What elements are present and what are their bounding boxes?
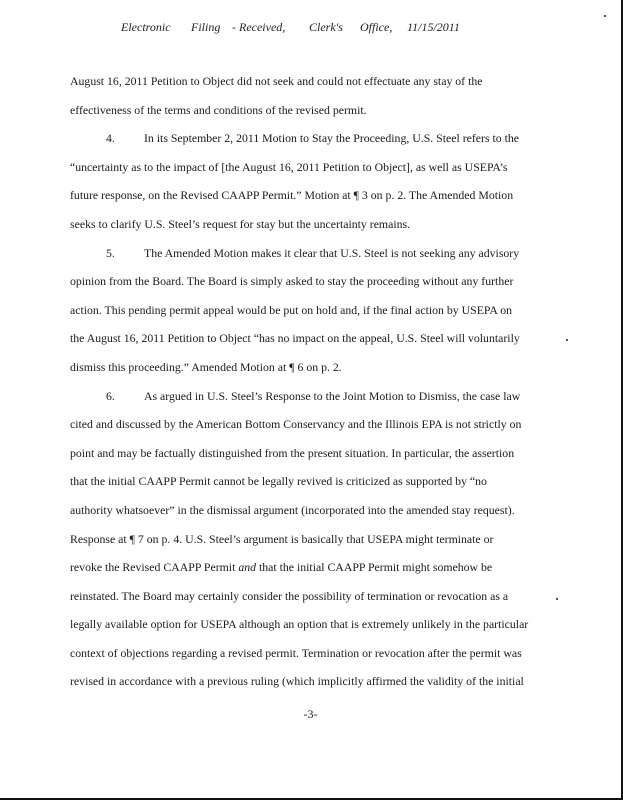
scan-speck — [604, 15, 606, 17]
paragraph-number: 5. — [106, 245, 115, 260]
page-number: -3- — [303, 707, 318, 721]
text-line: “uncertainty as to the impact of [the August 16, 2011 Petition to Object], as well as USEPA’s — [70, 159, 508, 174]
text-line: context of objections regarding a revised permit. Termination or revocation after the permit was — [70, 645, 522, 660]
text-line-with-emphasis — [70, 553, 540, 582]
paragraph-6-first-line — [70, 382, 540, 411]
header-office: Office, — [360, 20, 393, 34]
text-segment: revoke the Revised CAAPP Permit — [70, 560, 236, 575]
text-line: authority whatsoever” in the dismissal argument (incorporated into the amended stay request). — [70, 502, 515, 517]
scan-speck — [556, 598, 558, 600]
paragraph-number: 6. — [106, 388, 115, 403]
text-line: future response, on the Revised CAAPP Permit.” Motion at ¶ 3 on p. 2. The Amended Motion — [70, 188, 514, 203]
text-line: cited and discussed by the American Bottom Conservancy and the Illinois EPA is not strictly on — [70, 417, 522, 432]
text-line: reinstated. The Board may certainly consider the possibility of termination or revocation as a — [70, 588, 509, 603]
text-line: The Amended Motion makes it clear that U.S. Steel is not seeking any advisory — [144, 245, 520, 260]
text-segment: that the initial CAAPP Permit might somehow be — [258, 560, 493, 575]
body-text — [70, 67, 540, 696]
header-date: 11/15/2011 — [407, 20, 460, 34]
text-line: point and may be factually distinguished from the present situation. In particular, the assertion — [70, 445, 515, 460]
filing-stamp-header — [0, 20, 621, 40]
text-line: opinion from the Board. The Board is simply asked to stay the proceeding without any further — [70, 274, 514, 289]
text-line: the August 16, 2011 Petition to Object “has no impact on the appeal, U.S. Steel will voluntarily — [70, 331, 520, 346]
text-line: As argued in U.S. Steel’s Response to the Joint Motion to Dismiss, the case law — [144, 388, 521, 403]
scan-speck — [566, 339, 568, 341]
text-line: that the initial CAAPP Permit cannot be legally revived is criticized as supported by “no — [70, 474, 487, 489]
text-line: Response at ¶ 7 on p. 4. U.S. Steel’s argument is basically that USEPA might terminate or — [70, 531, 494, 546]
text-line: seeks to clarify U.S. Steel’s request for stay but the uncertainty remains. — [70, 216, 411, 231]
header-clerks: Clerk's — [309, 20, 343, 34]
header-filing: Filing — [191, 20, 221, 34]
text-line: August 16, 2011 Petition to Object did not seek and could not effectuate any stay of the — [70, 74, 483, 88]
header-electronic: Electronic — [121, 20, 171, 34]
text-line: action. This pending permit appeal would be put on hold and, if the final action by USEPA on — [70, 302, 512, 317]
text-line: revised in accordance with a previous ruling (which implicitly affirmed the validity of the initial — [70, 674, 524, 689]
emphasized-word: and — [238, 560, 257, 575]
text-line: In its September 2, 2011 Motion to Stay the Proceeding, U.S. Steel refers to the — [144, 131, 520, 146]
paragraph-5-first-line — [70, 239, 540, 268]
header-received: - Received, — [232, 20, 286, 34]
text-line: legally available option for USEPA although an option that is extremely unlikely in the particular — [70, 617, 529, 632]
paragraph-number: 4. — [106, 131, 115, 146]
text-line: effectiveness of the terms and conditions of the revised permit. — [70, 102, 367, 117]
text-line: dismiss this proceeding.” Amended Motion at ¶ 6 on p. 2. — [70, 359, 342, 374]
paragraph-4-first-line — [70, 124, 540, 153]
